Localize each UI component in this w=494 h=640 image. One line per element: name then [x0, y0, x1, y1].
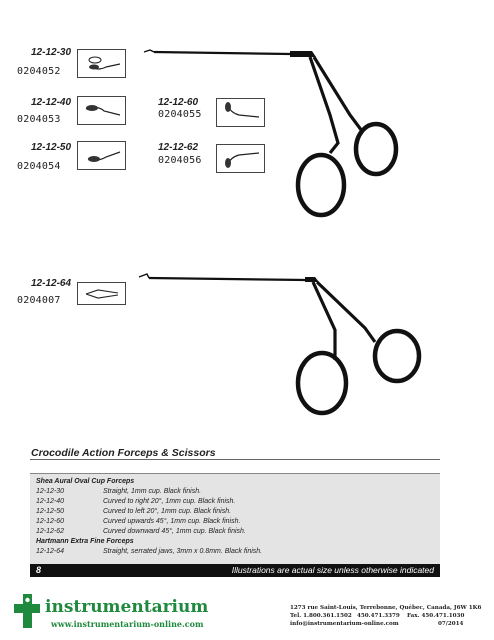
- product-code-12-12-30: 12-12-30: [31, 47, 72, 58]
- row-code: 12-12-40: [36, 498, 65, 505]
- tip-illustration-curved-right: [77, 96, 126, 125]
- row-desc: Curved downward 45°, 1mm cup. Black finish.: [103, 528, 246, 535]
- address-line: 1273 rue Saint-Louis, Terrebonne, Québec, Canada, J6W 1K6: [290, 605, 482, 611]
- row-code: 12-12-64: [36, 548, 65, 555]
- product-code-12-12-40: 12-12-40: [31, 97, 72, 108]
- tip-illustration-curved-left: [77, 141, 126, 170]
- product-code-12-12-64: 12-12-64: [31, 278, 72, 289]
- telephone-local: 450.471.3379: [357, 613, 400, 619]
- table-row: [36, 488, 426, 498]
- page-number: 8: [36, 565, 42, 575]
- section-title: Crocodile Action Forceps & Scissors: [31, 447, 216, 459]
- table-row: [36, 508, 426, 518]
- product-ref-0204056: 0204056: [158, 155, 202, 166]
- product-code-12-12-50: 12-12-50: [31, 142, 72, 153]
- row-code: 12-12-60: [36, 518, 65, 525]
- table-row: [36, 498, 426, 508]
- product-ref-0204052: 0204052: [17, 66, 61, 77]
- row-desc: Curved upwards 45°, 1mm cup. Black finish.: [103, 518, 241, 525]
- footer-bar: [30, 564, 440, 577]
- email: info@instrumentarium-online.com: [290, 621, 399, 627]
- illustration-note: Illustrations are actual size unless otherwise indicated: [231, 565, 434, 575]
- product-ref-0204053: 0204053: [17, 114, 61, 125]
- fax: Fax. 450.471.1030: [407, 613, 465, 619]
- section-divider: [30, 459, 440, 460]
- cross-logo-icon: [12, 592, 42, 630]
- row-code: 12-12-50: [36, 508, 65, 515]
- catalog-date: 07/2014: [438, 621, 464, 627]
- product-ref-0204054: 0204054: [17, 161, 61, 172]
- product-code-12-12-62: 12-12-62: [158, 142, 199, 153]
- row-desc: Curved to left 20°, 1mm cup. Black finish.: [103, 508, 232, 515]
- table-row: [36, 528, 426, 538]
- group-title-hartmann: Hartmann Extra Fine Forceps: [36, 538, 134, 545]
- product-ref-0204055: 0204055: [158, 109, 202, 120]
- product-ref-0204007: 0204007: [17, 295, 61, 306]
- row-desc: Curved to right 20°, 1mm cup. Black finish.: [103, 498, 236, 505]
- product-table: [30, 473, 440, 565]
- row-desc: Straight, serrated jaws, 3mm x 0.8mm. Black finish.: [103, 548, 263, 555]
- table-row: [36, 548, 426, 558]
- forceps-illustration-bottom: [135, 270, 435, 430]
- row-code: 12-12-62: [36, 528, 65, 535]
- group-title-shea: Shea Aural Oval Cup Forceps: [36, 478, 135, 485]
- brand-name: instrumentarium: [45, 597, 209, 617]
- table-row: [36, 518, 426, 528]
- tip-illustration-straight: [77, 49, 126, 78]
- row-code: 12-12-30: [36, 488, 65, 495]
- product-code-12-12-60: 12-12-60: [158, 97, 199, 108]
- tip-illustration-serrated: [77, 282, 126, 305]
- brand-url: www.instrumentarium-online.com: [51, 619, 204, 629]
- forceps-illustration-top: [140, 45, 400, 245]
- row-desc: Straight, 1mm cup. Black finish.: [103, 488, 202, 495]
- telephone: Tel. 1.800.361.1502: [290, 613, 352, 619]
